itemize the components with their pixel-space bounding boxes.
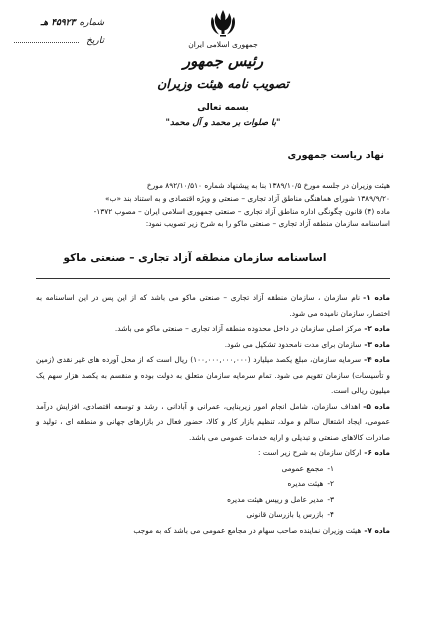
organ-text: مجمع عمومی <box>281 463 324 473</box>
organ-number: ۲- <box>327 479 334 489</box>
article-text: سرمایه سازمان، مبلغ یکصد میلیارد (۱۰۰,۰۰۰,۰۰۰,۰۰۰) ریال است که از محل آورده های غیر نقدی (زمین و تأسیسات) سازمان تقویم می شود. تمام سرمایه سازمان متعلق به دولت بوده و منقسم به یکصد هزار سهم یک میلیون ریالی است. <box>36 355 390 395</box>
list-item <box>36 476 390 492</box>
article-text: هیئت وزیران نماینده صاحب سهام در مجامع عمومی می باشد که به موجب <box>133 525 362 535</box>
organs-list <box>36 461 390 523</box>
addressee: نهاد ریاست جمهوری <box>287 150 384 161</box>
statute-title: اساسنامه سازمان منطقه آزاد تجاری – صنعتی ماکو <box>63 252 327 264</box>
document-number-value: ۴۵۹۲۳ هـ <box>40 18 76 28</box>
article-5 <box>36 399 390 446</box>
article-7 <box>36 523 390 539</box>
organ-number: ۴- <box>327 510 334 520</box>
document-number-label: شماره <box>79 18 104 28</box>
article-text: اهداف سازمان، شامل انجام امور زیربنایی، عمرانی و آبادانی ، رشد و توسعه اقتصادی، افزایش درآمد عمومی، ایجاد اشتغال سالم و مولد، تنظیم بازار کار و کالا، حضور فعال در بازارهای جهانی و منطقه ای ، تولید و صادرات کالاهای صنعتی و تبدیلی و ارایه خدمات عمومی می باشد. <box>36 401 390 442</box>
title-divider <box>36 278 390 279</box>
article-text: مرکز اصلی سازمان در داخل محدوده منطقه آزاد تجاری – صنعتی ماکو می باشد. <box>114 324 362 333</box>
intro-line: ماده (۴) قانون چگونگی اداره مناطق آزاد تجاری – صنعتی جمهوری اسلامی ایران – مصوب ۱۳۷۲- <box>93 206 390 216</box>
article-number: ماده ۵- <box>363 401 390 411</box>
article-1 <box>36 290 390 321</box>
intro-paragraph <box>36 180 390 231</box>
list-item <box>36 507 390 523</box>
intro-line: هیئت وزیران در جلسه مورخ ۱۳۸۹/۱۰/۵ بنا به پیشنهاد شماره ۸۹۲/۱۰/۵۱۰ مورخ <box>146 181 390 190</box>
salawat-line: "با صلوات بر محمد و آل محمد" <box>165 118 281 128</box>
article-4 <box>36 352 390 399</box>
article-number: ماده ۱- <box>363 293 390 302</box>
organ-text: مدیر عامل و رییس هیئت مدیره <box>227 494 324 504</box>
iran-emblem-icon <box>208 8 238 38</box>
cabinet-approval-title: تصویب نامه هیئت وزیران <box>157 76 289 91</box>
president-title: رئیس جمهور <box>182 52 264 70</box>
article-3 <box>36 337 390 353</box>
organ-number: ۱- <box>327 463 334 473</box>
organ-number: ۳- <box>327 494 334 504</box>
republic-name: جمهوری اسلامی ایران <box>188 40 258 49</box>
list-item <box>36 461 390 477</box>
article-number: ماده ۴- <box>364 355 391 364</box>
article-text: سازمان برای مدت نامحدود تشکیل می شود. <box>224 339 362 349</box>
organ-text: هیئت مدیره <box>287 479 324 489</box>
letterhead <box>0 8 446 130</box>
document-date-label: تاریخ <box>86 36 104 46</box>
articles-list <box>36 290 390 538</box>
article-number: ماده ۳- <box>364 339 390 349</box>
organ-text: بازرس یا بازرسان قانونی <box>246 510 324 520</box>
article-number: ماده ۷- <box>364 525 390 535</box>
article-text: نام سازمان ، سازمان منطقه آزاد تجاری – صنعتی ماکو می باشد که از این پس در این اساسنامه به اختصار، سازمان نامیده می شود. <box>36 293 390 318</box>
article-number: ماده ۲- <box>364 324 390 333</box>
article-text: ارکان سازمان به شرح زیر است : <box>257 448 362 457</box>
article-6 <box>36 445 390 461</box>
list-item <box>36 492 390 508</box>
intro-line: ۱۳۸۹/۹/۲۰ شورای هماهنگی مناطق آزاد تجاری – صنعتی و ویژه اقتصادی و به استناد بند «ب» <box>105 193 390 203</box>
article-2 <box>36 321 390 337</box>
intro-line: اساسنامه سازمان منطقه آزاد تجاری – صنعتی ماکو را به شرح زیر تصویب نمود: <box>145 219 390 229</box>
bismillah-heading: بسمه تعالی <box>197 103 249 113</box>
article-number: ماده ۶- <box>364 448 390 457</box>
